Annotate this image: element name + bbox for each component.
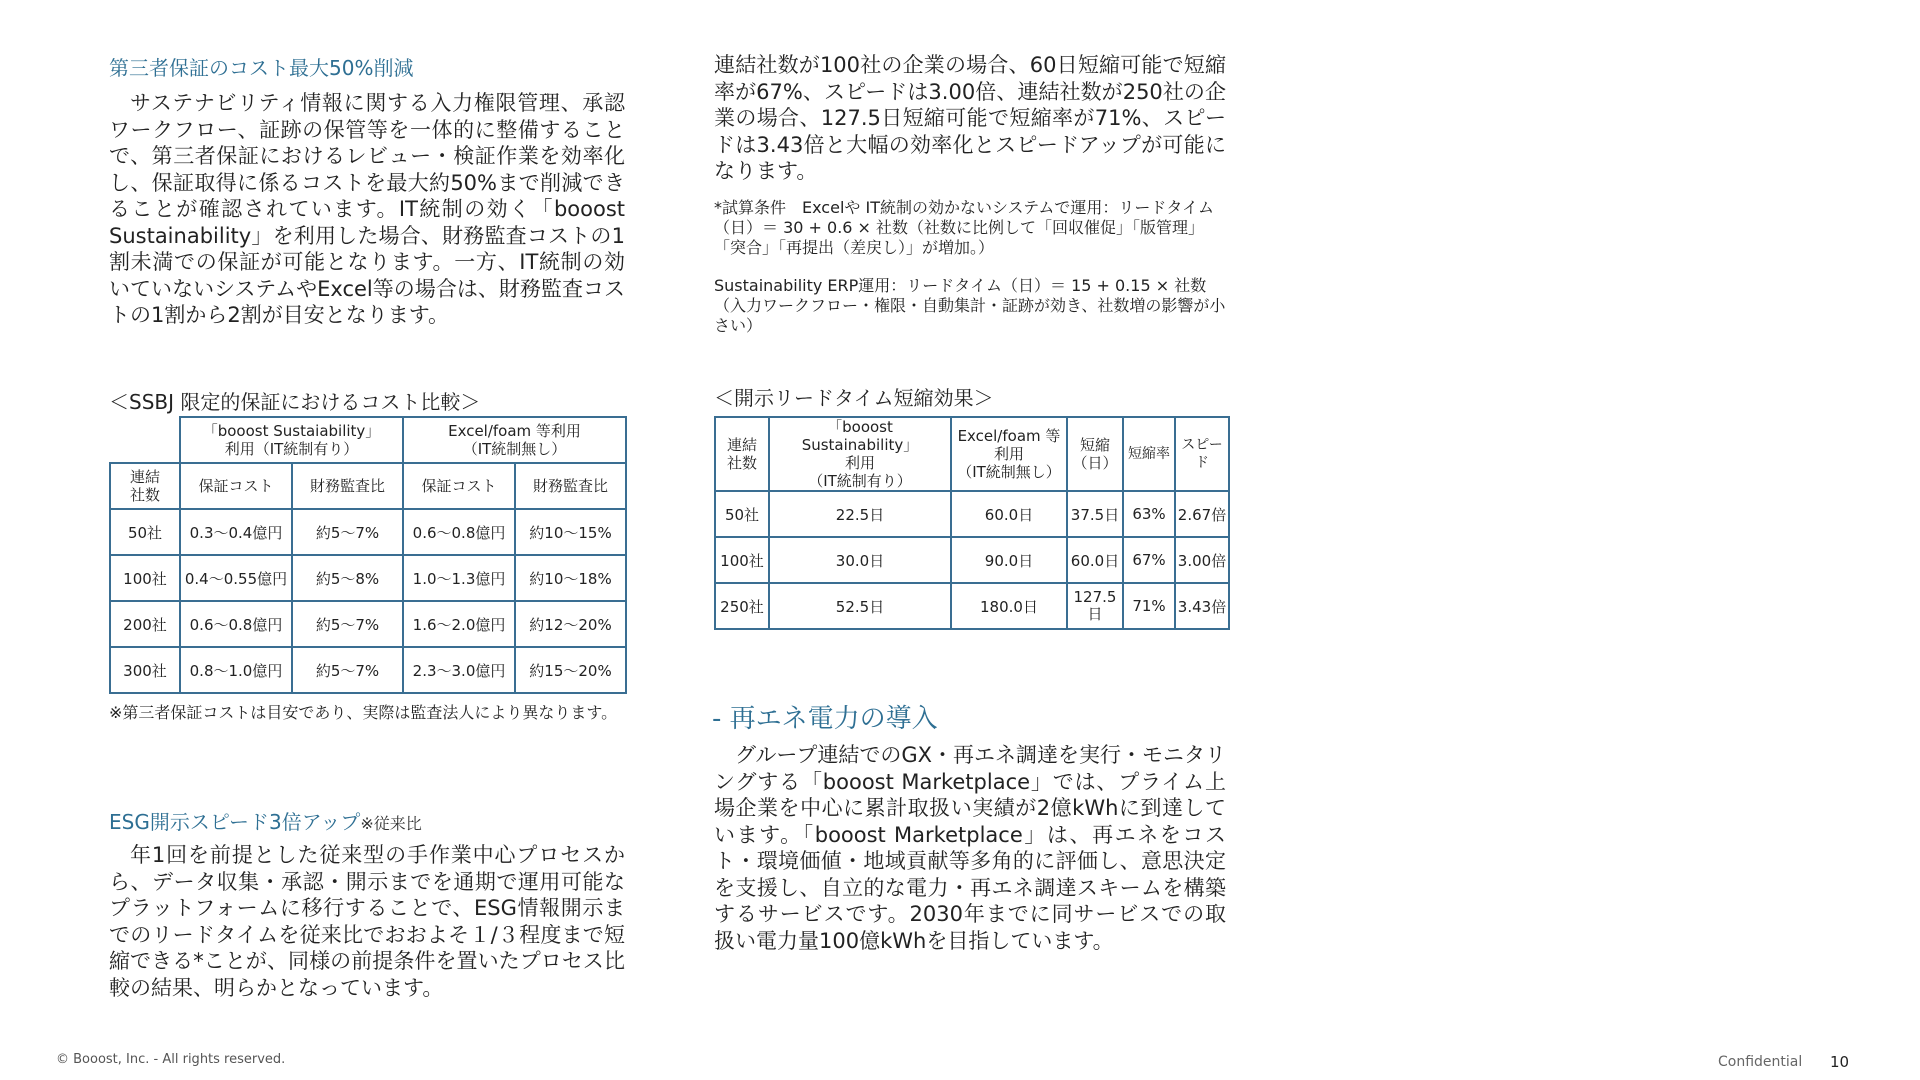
footnote-calc-conditions: *試算条件 Excelや IT統制の効かないシステムで運用：リードタイム（日）＝ 30 + 0.6 × 社数（社数に比例して「回収催促」「版管理」「突合」「再提出（差戻し）」が増加。） bbox=[714, 198, 1215, 257]
table2-header-speed: スピード bbox=[1175, 417, 1229, 491]
leadtime-table bbox=[714, 416, 1230, 630]
table-row bbox=[110, 647, 626, 693]
table1-cell: 0.8〜1.0億円 bbox=[180, 647, 292, 693]
table-row bbox=[715, 583, 1229, 629]
table2-caption: ＜開示リードタイム短縮効果＞ bbox=[714, 386, 994, 410]
table2-cell: 50社 bbox=[715, 491, 769, 537]
page-number: 10 bbox=[1830, 1053, 1850, 1071]
table2-cell: 30.0日 bbox=[769, 537, 951, 583]
heading-renewable-energy: - 再エネ電力の導入 bbox=[712, 704, 938, 734]
table1-cell: 300社 bbox=[110, 647, 180, 693]
table2-cell: 60.0日 bbox=[1067, 537, 1123, 583]
table1-cell: 0.3〜0.4億円 bbox=[180, 509, 292, 555]
cost-comparison-table bbox=[109, 416, 627, 694]
table1-header-cost-booost: 保証コスト bbox=[180, 463, 292, 509]
table1-cell: 0.6〜0.8億円 bbox=[180, 601, 292, 647]
table-row bbox=[110, 601, 626, 647]
table1-cell: 0.6〜0.8億円 bbox=[403, 509, 515, 555]
table2-cell: 71% bbox=[1123, 583, 1175, 629]
table1-cell: 約10〜18% bbox=[515, 555, 626, 601]
table-row bbox=[715, 491, 1229, 537]
table2-cell: 180.0日 bbox=[951, 583, 1067, 629]
table2-header-companies: 連結 社数 bbox=[715, 417, 769, 491]
table1-corner bbox=[110, 417, 180, 463]
table2-header-rate: 短縮率 bbox=[1123, 417, 1175, 491]
table1-note: ※第三者保証コストは目安であり、実際は監査法人により異なります。 bbox=[109, 703, 618, 722]
table1-group-excel: Excel/foam 等利用 （IT統制無し） bbox=[403, 417, 626, 463]
table1-cell: 50社 bbox=[110, 509, 180, 555]
table1-group-booost: 「booost Sustaiability」 利用（IT統制有り） bbox=[180, 417, 403, 463]
table1-header-cost-excel: 保証コスト bbox=[403, 463, 515, 509]
table-row bbox=[110, 555, 626, 601]
table1-cell: 200社 bbox=[110, 601, 180, 647]
table1-cell: 約5〜7% bbox=[292, 509, 403, 555]
table-row bbox=[110, 509, 626, 555]
table1-cell: 約5〜7% bbox=[292, 601, 403, 647]
heading-esg-speed-main: ESG開示スピード3倍アップ bbox=[109, 810, 361, 834]
table-row bbox=[715, 537, 1229, 583]
table2-cell: 22.5日 bbox=[769, 491, 951, 537]
heading-cost-reduction: 第三者保証のコスト最大50%削減 bbox=[109, 56, 414, 80]
table2-header-booost: 「booost Sustainability」 利用 （IT統制有り） bbox=[769, 417, 951, 491]
footer-copyright: © Booost, Inc. - All rights reserved. bbox=[56, 1052, 286, 1067]
table2-cell: 90.0日 bbox=[951, 537, 1067, 583]
table2-cell: 37.5日 bbox=[1067, 491, 1123, 537]
table1-caption: ＜SSBJ 限定的保証におけるコスト比較＞ bbox=[109, 390, 481, 414]
table2-header-reduction: 短縮 （日） bbox=[1067, 417, 1123, 491]
table1-cell: 約12〜20% bbox=[515, 601, 626, 647]
heading-esg-speed bbox=[109, 806, 422, 835]
heading-esg-speed-note: ※従来比 bbox=[360, 814, 422, 833]
table1-header-companies: 連結 社数 bbox=[110, 463, 180, 509]
paragraph-cost-reduction: サステナビリティ情報に関する入力権限管理、承認ワークフロー、証跡の保管等を一体的に整備することで、第三者保証におけるレビュー・検証作業を効率化し、保証取得に係るコストを最大約50%まで削減できることが確認されています。IT統制の効く「booost Sustainability」を利用した場合、財務監査コストの1割未満での保証が可能となります。一方、IT統制の効いていないシステムやExcel等の場合は、財務監査コストの1割から2割が目安となります。 bbox=[109, 91, 625, 327]
table2-cell: 3.00倍 bbox=[1175, 537, 1229, 583]
table1-cell: 約15〜20% bbox=[515, 647, 626, 693]
table2-header-excel: Excel/foam 等 利用 （IT統制無し） bbox=[951, 417, 1067, 491]
table1-header-ratio-excel: 財務監査比 bbox=[515, 463, 626, 509]
table1-cell: 約5〜7% bbox=[292, 647, 403, 693]
table1-cell: 1.6〜2.0億円 bbox=[403, 601, 515, 647]
table1-cell: 2.3〜3.0億円 bbox=[403, 647, 515, 693]
table1-group-header-row bbox=[110, 417, 626, 463]
table1-cell: 0.4〜0.55億円 bbox=[180, 555, 292, 601]
table2-cell: 250社 bbox=[715, 583, 769, 629]
table1-cell: 約5〜8% bbox=[292, 555, 403, 601]
table1-header-row bbox=[110, 463, 626, 509]
table2-cell: 3.43倍 bbox=[1175, 583, 1229, 629]
table1-cell: 100社 bbox=[110, 555, 180, 601]
table2-header-row bbox=[715, 417, 1229, 491]
table2-cell: 63% bbox=[1123, 491, 1175, 537]
table1-cell: 1.0〜1.3億円 bbox=[403, 555, 515, 601]
table2-cell: 52.5日 bbox=[769, 583, 951, 629]
table1-cell: 約10〜15% bbox=[515, 509, 626, 555]
footer-confidential: Confidential bbox=[1718, 1054, 1803, 1070]
table2-cell: 67% bbox=[1123, 537, 1175, 583]
paragraph-renewable-energy: グループ連結でのGX・再エネ調達を実行・モニタリングする「booost Marketplace」では、プライム上場企業を中心に累計取扱い実績が2億kWhに到達しています。「booost Marketplace」は、再エネをコスト・環境価値・地域貢献等多角的に評価し、意思決定を支援し、自立的な電力・再エネ調達スキームを構築するサービスです。2030年までに同サービスでの取扱い電力量100億kWhを目指しています。 bbox=[714, 743, 1226, 953]
table2-cell: 127.5 日 bbox=[1067, 583, 1123, 629]
table1-header-ratio-booost: 財務監査比 bbox=[292, 463, 403, 509]
paragraph-esg-speed: 年1回を前提とした従来型の手作業中心プロセスから、データ収集・承認・開示までを通期で運用可能なプラットフォームに移行することで、ESG情報開示までのリードタイムを従来比でおおよそ１/３程度まで短縮できる*ことが、同様の前提条件を置いたプロセス比較の結果、明らかとなっています。 bbox=[109, 843, 625, 1000]
table2-cell: 60.0日 bbox=[951, 491, 1067, 537]
footnote-erp-conditions: Sustainability ERP運用：リードタイム（日）＝ 15 + 0.15 × 社数（入力ワークフロー・権限・自動集計・証跡が効き、社数増の影響が小さい） bbox=[714, 276, 1226, 335]
table2-cell: 2.67倍 bbox=[1175, 491, 1229, 537]
paragraph-leadtime-result: 連結社数が100社の企業の場合、60日短縮可能で短縮率が67%、スピードは3.00倍、連結社数が250社の企業の場合、127.5日短縮可能で短縮率が71%、スピードは3.43倍と大幅の効率化とスピードアップが可能になります。 bbox=[714, 53, 1226, 183]
table2-cell: 100社 bbox=[715, 537, 769, 583]
